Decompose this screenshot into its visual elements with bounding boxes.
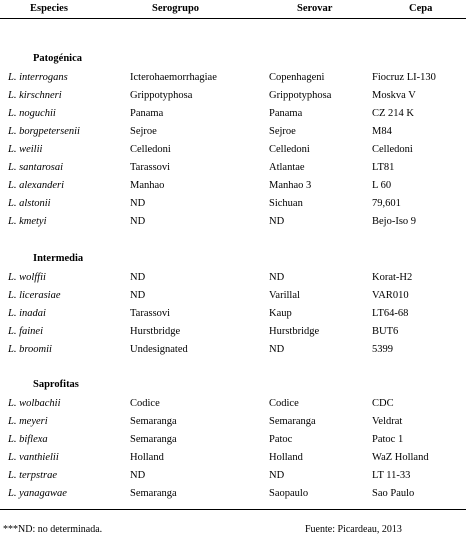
strain-cell: Veldrat — [372, 416, 403, 427]
species-cell: L. inadai — [8, 308, 46, 319]
species-cell: L. interrogans — [8, 72, 68, 83]
source-note: Fuente: Picardeau, 2013 — [305, 524, 402, 535]
strain-cell: 5399 — [372, 344, 393, 355]
bottom-rule — [0, 509, 466, 510]
serovar-cell: Manhao 3 — [269, 180, 312, 191]
serogroup-cell: Hurstbridge — [130, 326, 181, 337]
species-cell: L. fainei — [8, 326, 44, 337]
header-serovar: Serovar — [297, 3, 333, 14]
serogroup-cell: Semaranga — [130, 488, 177, 499]
strain-cell: M84 — [372, 126, 392, 137]
species-cell: L. kirschneri — [8, 90, 62, 101]
serovar-cell: ND — [269, 470, 285, 481]
serogroup-cell: ND — [130, 470, 146, 481]
species-cell: L. kmetyi — [8, 216, 47, 227]
serovar-cell: Celledoni — [269, 144, 310, 155]
strain-cell: 79,601 — [372, 198, 401, 209]
serogroup-cell: Icterohaemorrhagiae — [130, 72, 217, 83]
serovar-cell: Kaup — [269, 308, 292, 319]
serovar-cell: Patoc — [269, 434, 293, 445]
section-title: Patogénica — [33, 53, 82, 64]
serovar-cell: Hurstbridge — [269, 326, 320, 337]
species-cell: L. terpstrae — [8, 470, 58, 481]
serovar-cell: Atlantae — [269, 162, 305, 173]
serogroup-cell: Semaranga — [130, 434, 177, 445]
strain-cell: CDC — [372, 398, 394, 409]
strain-cell: Fiocruz LI-130 — [372, 72, 436, 83]
serovar-cell: Sichuan — [269, 198, 303, 209]
species-cell: L. wolffii — [8, 272, 46, 283]
strain-cell: Patoc 1 — [372, 434, 404, 445]
strain-cell: Moskva V — [372, 90, 416, 101]
strain-cell: WaZ Holland — [372, 452, 429, 463]
species-cell: L. yanagawae — [8, 488, 67, 499]
serogroup-cell: Semaranga — [130, 416, 177, 427]
serovar-cell: Saopaulo — [269, 488, 309, 499]
serogroup-cell: Sejroe — [130, 126, 157, 137]
species-cell: L. meyeri — [8, 416, 48, 427]
serovar-cell: ND — [269, 344, 285, 355]
serogroup-cell: Grippotyphosa — [130, 90, 193, 101]
footnote: ***ND: no determinada. — [3, 524, 103, 535]
serogroup-cell: Holland — [130, 452, 164, 463]
serogroup-cell: Tarassovi — [130, 162, 171, 173]
species-cell: L. alstonii — [8, 198, 51, 209]
serogroup-cell: ND — [130, 290, 146, 301]
strain-cell: LT 11-33 — [372, 470, 411, 481]
header-rule — [0, 18, 466, 19]
serogroup-cell: Manhao — [130, 180, 165, 191]
strain-cell: Sao Paulo — [372, 488, 415, 499]
serovar-cell: Grippotyphosa — [269, 90, 332, 101]
species-cell: L. licerasiae — [8, 290, 61, 301]
strain-cell: VAR010 — [372, 290, 409, 301]
strain-cell: Bejo-Iso 9 — [372, 216, 417, 227]
serogroup-cell: ND — [130, 216, 146, 227]
strain-cell: LT64-68 — [372, 308, 409, 319]
strain-cell: LT81 — [372, 162, 395, 173]
species-cell: L. wolbachii — [8, 398, 61, 409]
serogroup-cell: Codice — [130, 398, 160, 409]
section-title: Intermedia — [33, 253, 84, 264]
strain-cell: CZ 214 K — [372, 108, 414, 119]
species-cell: L. santarosai — [8, 162, 64, 173]
serogroup-cell: Undesignated — [130, 344, 188, 355]
species-cell: L. biflexa — [8, 434, 48, 445]
serovar-cell: Varillal — [269, 290, 300, 301]
header-serogrupo: Serogrupo — [152, 3, 200, 14]
serogroup-cell: Celledoni — [130, 144, 171, 155]
species-cell: L. borgpetersenii — [8, 126, 80, 137]
serogroup-cell: ND — [130, 198, 146, 209]
serovar-cell: ND — [269, 216, 285, 227]
section-title: Saprofitas — [33, 379, 79, 390]
strain-cell: BUT6 — [372, 326, 399, 337]
species-cell: L. noguchii — [8, 108, 56, 119]
header-especies: Especies — [30, 3, 68, 14]
species-cell: L. alexanderi — [8, 180, 64, 191]
species-cell: L. broomii — [8, 344, 52, 355]
strain-cell: L 60 — [372, 180, 392, 191]
strain-cell: Korat-H2 — [372, 272, 413, 283]
serovar-cell: Holland — [269, 452, 303, 463]
strain-cell: Celledoni — [372, 144, 413, 155]
serovar-cell: Semaranga — [269, 416, 316, 427]
serogroup-cell: Panama — [130, 108, 164, 119]
serogroup-cell: ND — [130, 272, 146, 283]
serovar-cell: Panama — [269, 108, 303, 119]
serovar-cell: Copenhageni — [269, 72, 325, 83]
serovar-cell: Codice — [269, 398, 299, 409]
header-cepa: Cepa — [409, 3, 433, 14]
serovar-cell: ND — [269, 272, 285, 283]
serovar-cell: Sejroe — [269, 126, 296, 137]
species-cell: L. weilii — [8, 144, 43, 155]
species-cell: L. vanthielii — [8, 452, 59, 463]
serogroup-cell: Tarassovi — [130, 308, 171, 319]
